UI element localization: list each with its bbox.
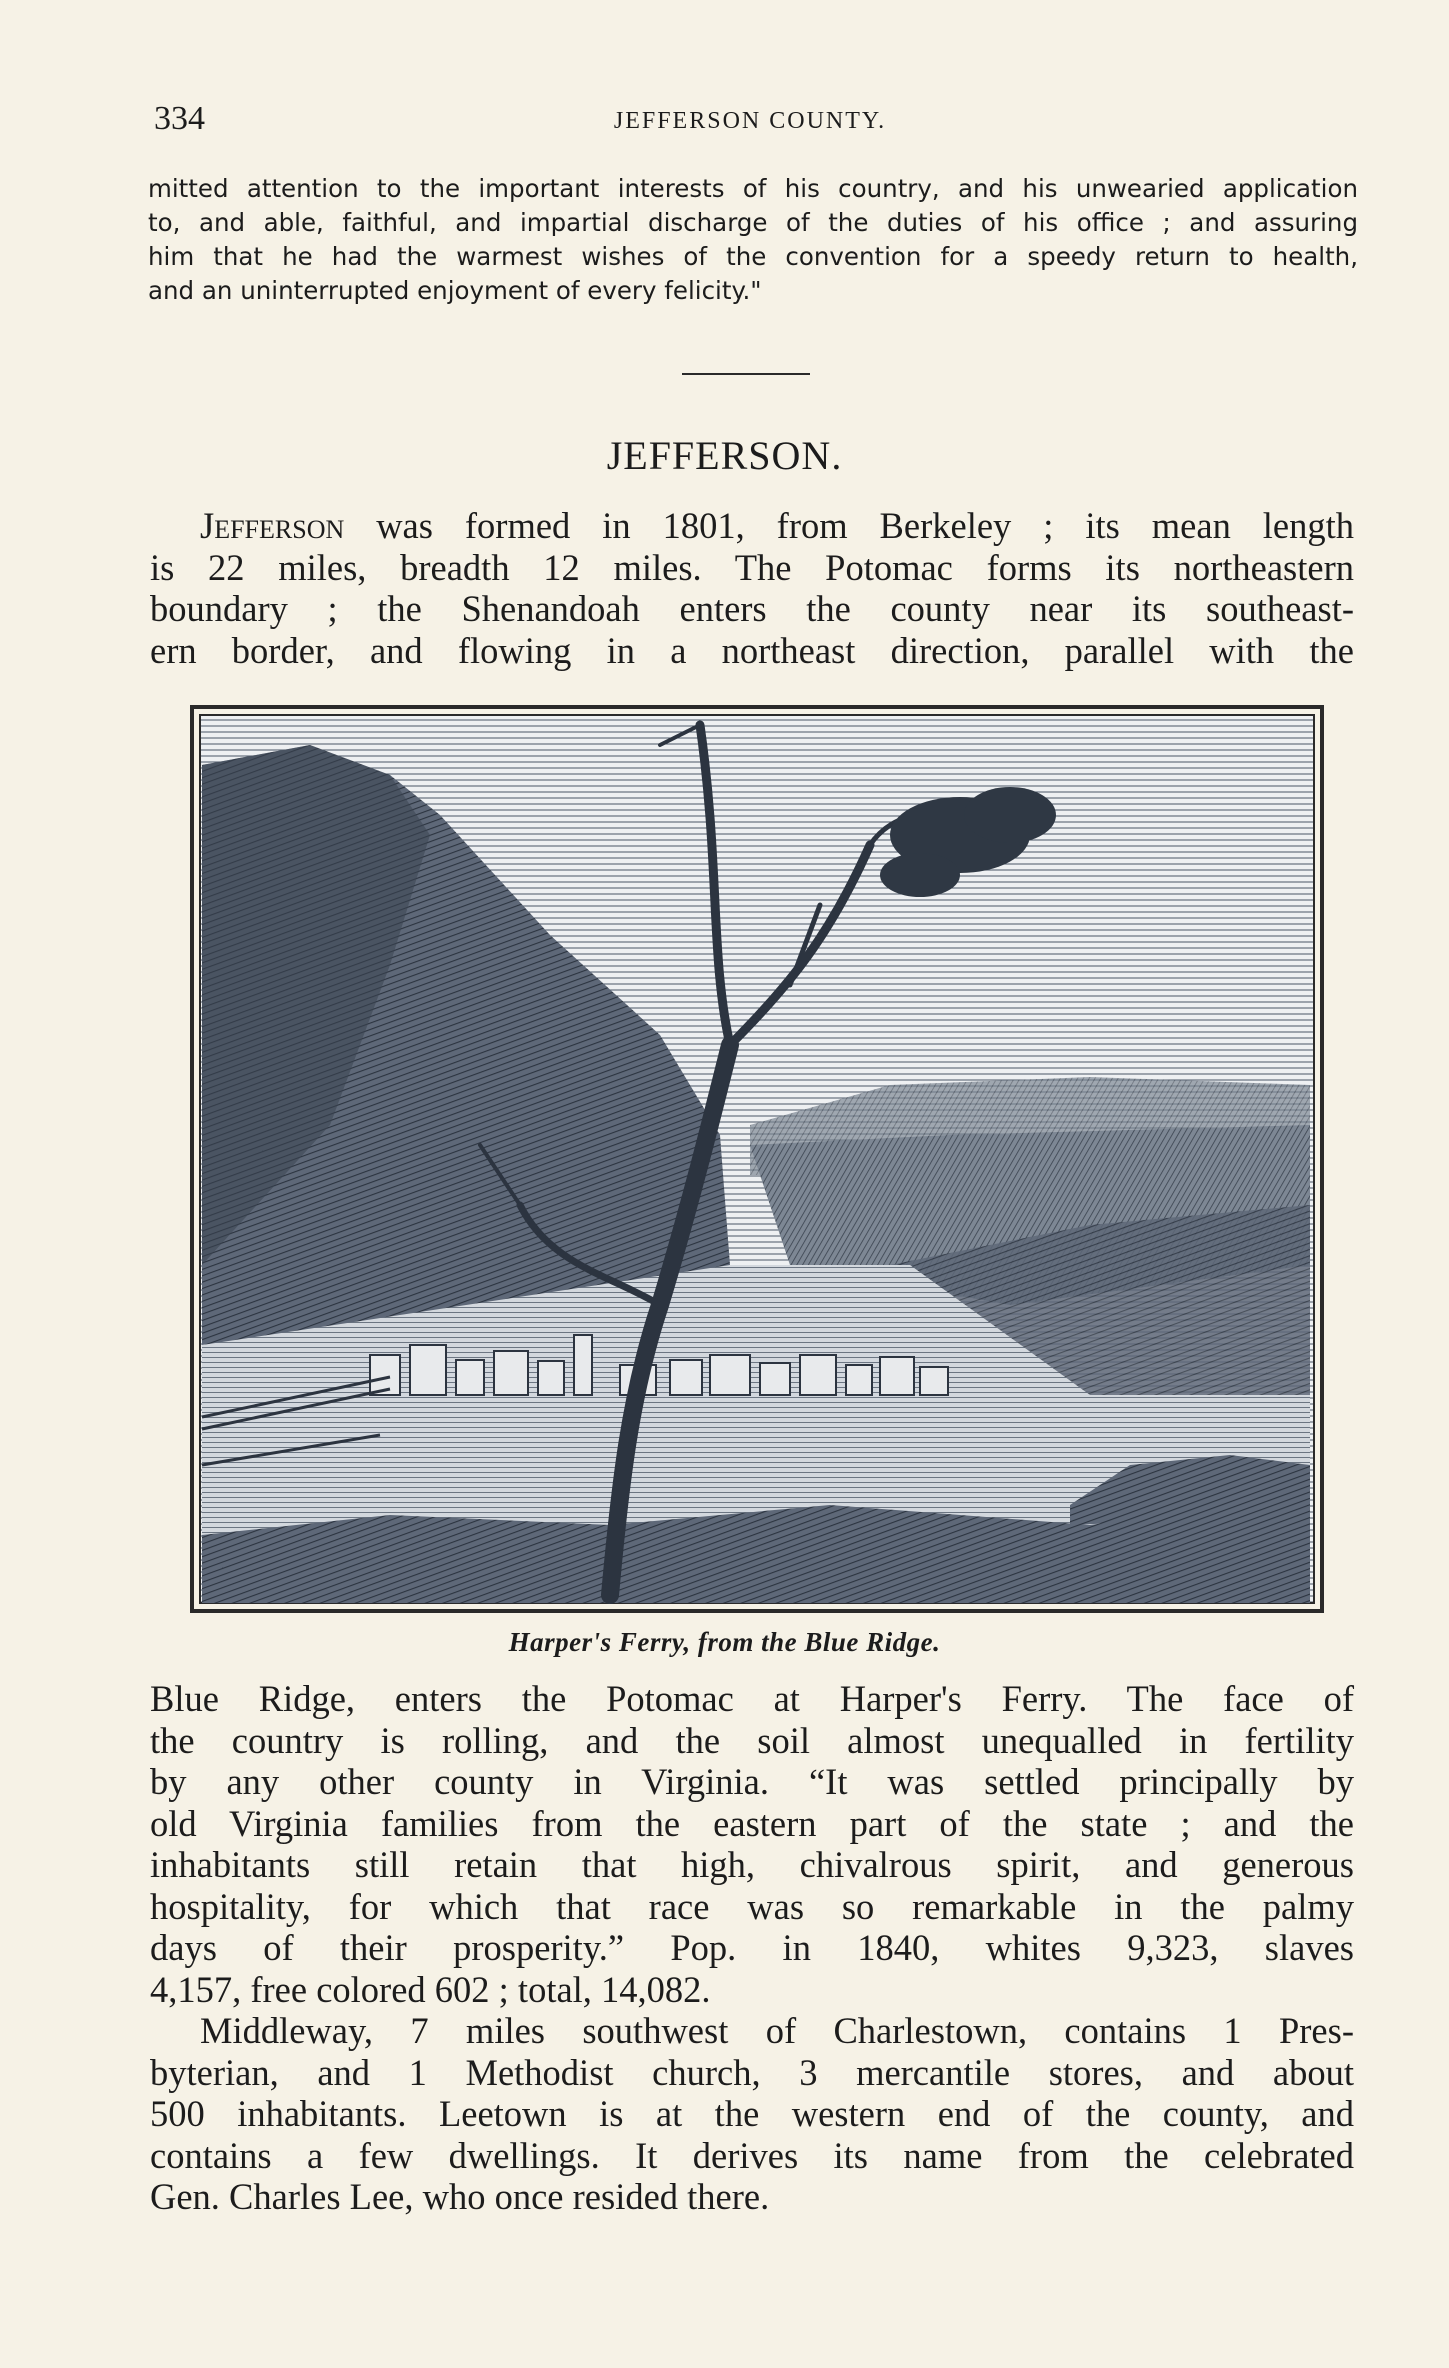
text-line: contains a few dwellings. It derives its name from the celebrated (150, 2134, 1354, 2176)
text-line: old Virginia families from the eastern part of the state ; and the (150, 1802, 1354, 1844)
harpers-ferry-engraving (190, 705, 1324, 1613)
text-line (150, 505, 1354, 547)
text-line: Blue Ridge, enters the Potomac at Harper's Ferry. The face of (150, 1678, 1354, 1719)
text-line: hospitality, for which that race was so remarkable in the palmy (150, 1885, 1354, 1927)
text-line: the country is rolling, and the soil almost unequalled in fertility (150, 1719, 1354, 1761)
text-line: by any other county in Virginia. “It was settled principally by (150, 1761, 1354, 1802)
section-divider (682, 373, 810, 375)
running-head (150, 100, 1350, 144)
text-line: inhabitants still retain that high, chivalrous spirit, and generous (150, 1844, 1354, 1885)
text-line: 4,157, free colored 602 ; total, 14,082. (150, 1968, 711, 2010)
text-line: byterian, and 1 Methodist church, 3 mercantile stores, and about (150, 2051, 1354, 2093)
running-title: JEFFERSON COUNTY. (613, 108, 887, 134)
text-line: to, and able, faithful, and impartial discharge of the duties of his office ; and assuring (148, 208, 1358, 237)
text-line: him that he had the warmest wishes of the convention for a speedy return to health, (148, 242, 1358, 271)
previous-section-text (148, 172, 1358, 308)
intro-paragraph (150, 505, 1354, 671)
main-paragraphs (150, 1678, 1354, 2218)
text-line: Gen. Charles Lee, who once resided there. (150, 2176, 770, 2217)
text-line: Middleway, 7 miles southwest of Charlestown, contains 1 Pres- (200, 2010, 1354, 2051)
text-line: boundary ; the Shenandoah enters the county near its southeast- (150, 588, 1354, 629)
text-line: is 22 miles, breadth 12 miles. The Potomac forms its northeastern (150, 546, 1354, 588)
text-line: days of their prosperity.” Pop. in 1840, whites 9,323, slaves (150, 1927, 1354, 1968)
figure-caption: Harper's Ferry, from the Blue Ridge. (508, 1627, 941, 1657)
text-line: and an uninterrupted enjoyment of every felicity." (148, 276, 762, 305)
text-line: ern border, and flowing in a northeast direction, parallel with the (150, 629, 1354, 671)
lead-word: Jefferson (200, 505, 345, 546)
text-line: mitted attention to the important interests of his country, and his unwearied application (148, 174, 1358, 203)
page-number: 334 (154, 100, 205, 137)
engraving-illustration (190, 705, 1324, 1613)
text-fragment: was formed in 1801, from Berkeley ; its mean length (344, 505, 1354, 546)
section-title: JEFFERSON. (606, 433, 843, 478)
text-line: 500 inhabitants. Leetown is at the western end of the county, and (150, 2093, 1354, 2134)
